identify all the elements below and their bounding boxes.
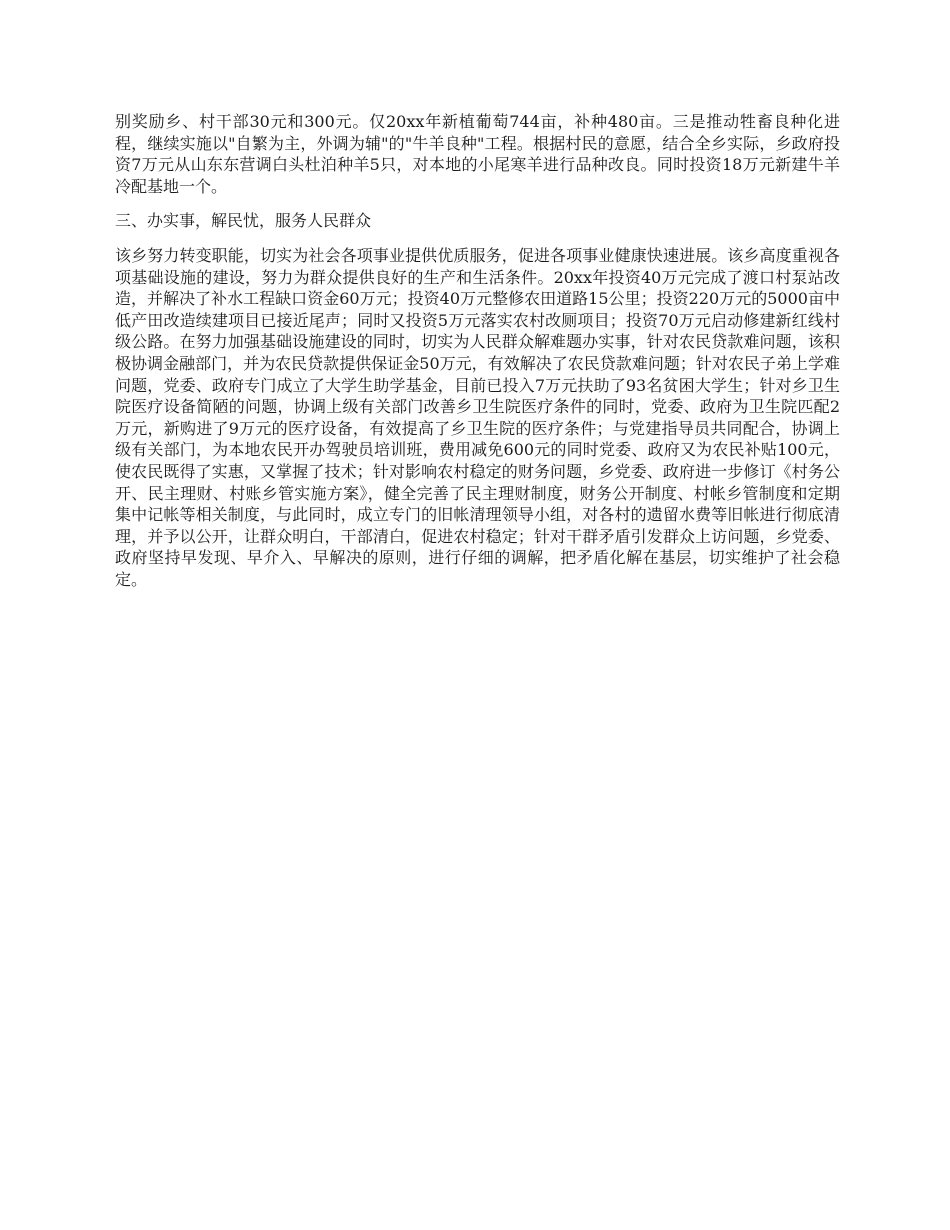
paragraph-livestock-breeding: 别奖励乡、村干部30元和300元。仅20xx年新植葡萄744亩，补种480亩。三是推动牲畜良种化进程，继续实施以"自繁为主，外调为辅"的"牛羊良种"工程。根据村民的意愿，结合全乡实际，乡政府投资7万元从山东东营调白头杜泊种羊5只，对本地的小尾寒羊进行品种改良。同时投资18万元新建牛羊冷配基地一个。 — [115, 112, 840, 196]
document-body — [115, 111, 840, 603]
paragraph-infrastructure-services: 该乡努力转变职能，切实为社会各项事业提供优质服务，促进各项事业健康快速进展。该乡高度重视各项基础设施的建设，努力为群众提供良好的生产和生活条件。20xx年投资40万元完成了渡口村泵站改造，并解决了补水工程缺口资金60万元；投资40万元整修农田道路15公里；投资220万元的5000亩中低产田改造续建项目已接近尾声；同时又投资5万元落实农村改厕项目；投资70万元启动修建新红线村级公路。在努力加强基础设施建设的同时，切实为人民群众解难题办实事，针对农民贷款难问题，该积极协调金融部门，并为农民贷款提供保证金50万元，有效解决了农民贷款难问题；针对农民子弟上学难问题，党委、政府专门成立了大学生助学基金，目前已投入7万元扶助了93名贫困大学生；针对乡卫生院医疗设备简陋的问题，协调上级有关部门改善乡卫生院医疗条件的同时，党委、政府为卫生院匹配2万元，新购进了9万元的医疗设备，有效提高了乡卫生院的医疗条件；与党建指导员共同配合，协调上级有关部门，为本地农民开办驾驶员培训班，费用减免600元的同时党委、政府又为农民补贴100元，使农民既得了实惠，又掌握了技术；针对影响农村稳定的财务问题，乡党委、政府进一步修订《村务公开、民主理财、村账乡管实施方案》，健全完善了民主理财制度，财务公开制度、村帐乡管制度和定期集中记帐等相关制度，与此同时，成立专门的旧帐清理领导小组，对各村的遗留水费等旧帐进行彻底清理，并予以公开，让群众明白，干部清白，促进农村稳定；针对干群矛盾引发群众上访问题，乡党委、政府坚持早发现、早介入、早解决的原则，进行仔细的调解，把矛盾化解在基层，切实维护了社会稳定。 — [115, 245, 840, 589]
section-heading-serve-people: 三、办实事，解民忧，服务人民群众 — [115, 211, 372, 231]
